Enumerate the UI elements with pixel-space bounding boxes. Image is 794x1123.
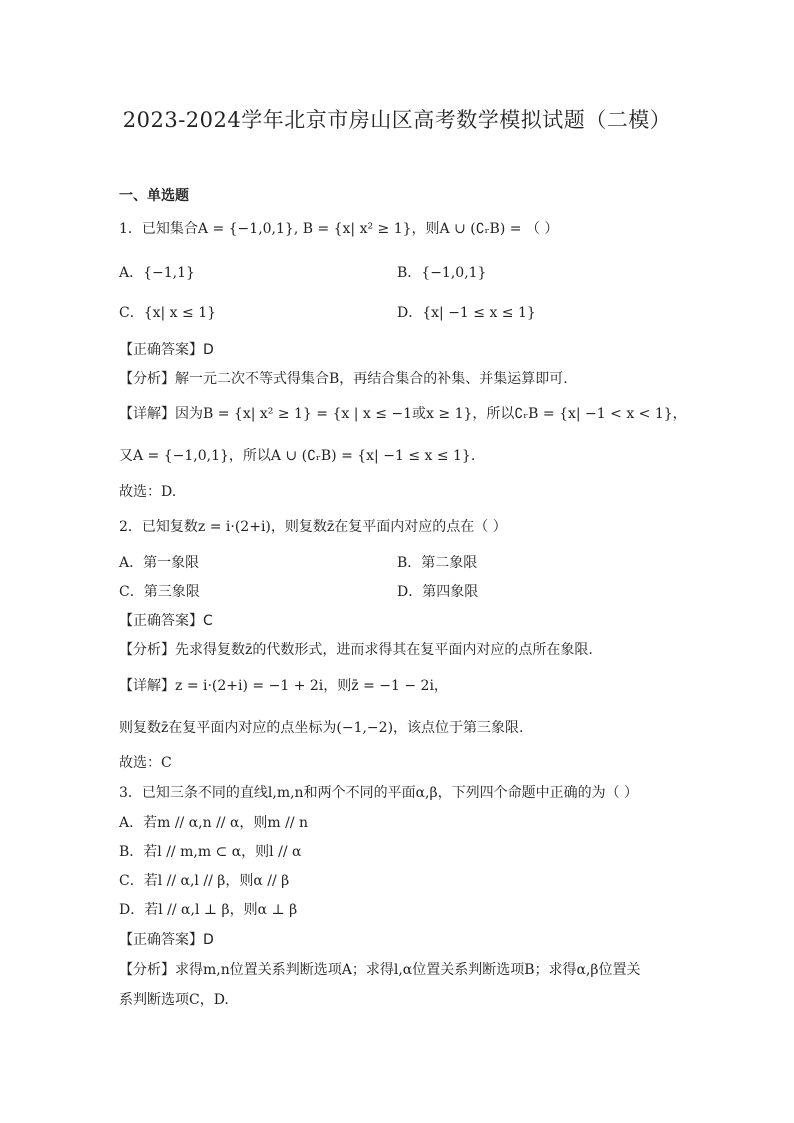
q2-conclusion: 故选：C: [119, 755, 172, 771]
q1-stem: 1．已知集合A = {−1,0,1}, B = {x| x² ≥ 1}，则A ∪ (∁ᵣB) = （ ）: [119, 221, 559, 237]
q1-detail-2: 又A = {−1,0,1}，所以A ∪ (∁ᵣB) = {x| −1 ≤ x ≤ 1}.: [119, 448, 476, 464]
q2-detail-2: 则复数z̄在复平面内对应的点坐标为(−1,−2)，该点位于第三象限.: [119, 720, 524, 736]
q1-option-c: C．{x| x ≤ 1}: [119, 305, 217, 321]
q3-stem: 3．已知三条不同的直线l,m,n和两个不同的平面α,β，下列四个命题中正确的为（ ）: [119, 785, 639, 801]
q3-option-b: B．若l // m,m ⊂ α，则l // α: [119, 844, 302, 860]
q2-detail-1: 【详解】z = i·(2+i) = −1 + 2i，则z̄ = −1 − 2i，: [119, 678, 448, 694]
q1-option-a: A．{−1,1}: [119, 265, 195, 281]
q3-analysis-1: 【分析】求得m,n位置关系判断选项A；求得l,α位置关系判断选项B；求得α,β位置关: [119, 962, 641, 978]
q2-option-c: C．第三象限: [119, 584, 200, 600]
q2-option-b: B．第二象限: [397, 555, 478, 571]
q2-option-d: D．第四象限: [397, 584, 479, 600]
q2-option-a: A．第一象限: [119, 555, 200, 571]
q3-option-a: A．若m // α,n // α，则m // n: [119, 815, 309, 831]
document-title: 2023-2024学年北京市房山区高考数学模拟试题（二模）: [122, 108, 672, 132]
q1-conclusion: 故选：D.: [119, 484, 177, 500]
q3-option-d: D．若l // α,l ⊥ β，则α ⊥ β: [119, 902, 298, 918]
q1-answer: 【正确答案】D: [119, 342, 214, 358]
q2-answer: 【正确答案】C: [119, 613, 213, 629]
section-heading: 一、单选题: [119, 188, 189, 204]
q1-detail-1: 【详解】因为B = {x| x² ≥ 1} = {x | x ≤ −1或x ≥ 1}，所以∁ᵣB = {x| −1 < x < 1}，: [119, 406, 687, 422]
q3-option-c: C．若l // α,l // β，则α // β: [119, 873, 290, 889]
q1-analysis: 【分析】解一元二次不等式得集合B，再结合集合的补集、并集运算即可.: [119, 371, 568, 387]
q1-option-d: D．{x| −1 ≤ x ≤ 1}: [397, 305, 536, 321]
q3-analysis-2: 系判断选项C，D.: [119, 992, 229, 1008]
q2-analysis: 【分析】先求得复数z̄的代数形式，进而求得其在复平面内对应的点所在象限.: [119, 642, 593, 658]
q1-option-b: B．{−1,0,1}: [397, 265, 487, 281]
q3-answer: 【正确答案】D: [119, 932, 214, 948]
q2-stem: 2．已知复数z = i·(2+i)，则复数z̄在复平面内对应的点在（ ）: [119, 519, 507, 535]
